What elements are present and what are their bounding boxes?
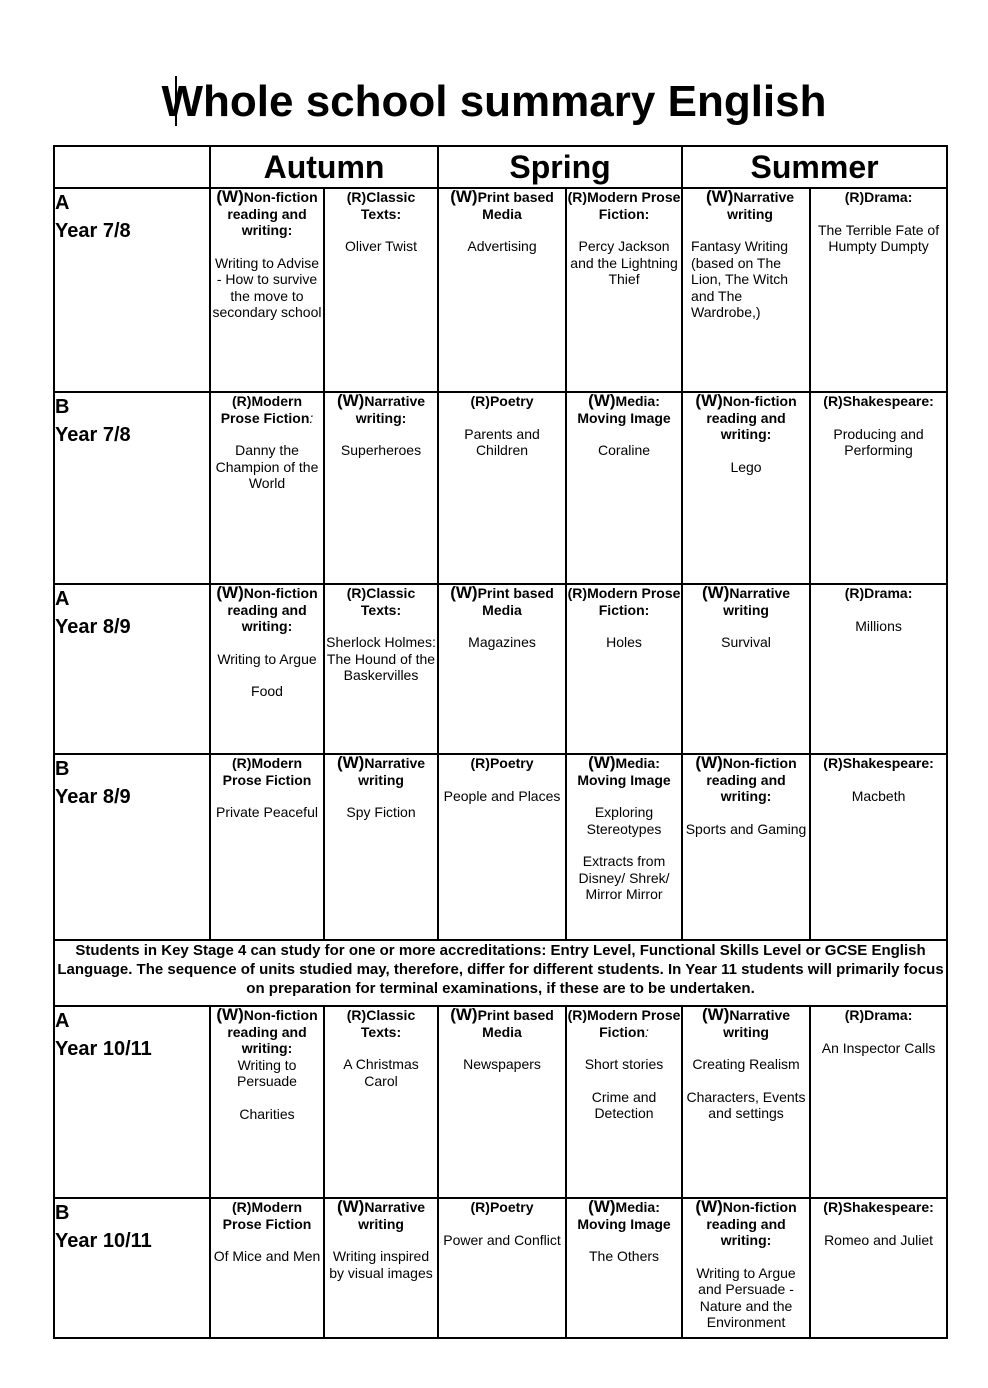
unit-type-prefix: (R) xyxy=(567,585,588,601)
unit-title: Classic Texts: xyxy=(360,585,416,618)
unit-title: Shakespeare: xyxy=(842,755,934,771)
row-group: B xyxy=(55,758,70,780)
unit-description: Producing and Performing xyxy=(833,425,924,458)
unit-cell xyxy=(324,584,438,754)
unit-description: Exploring Stereotypes xyxy=(586,804,662,837)
unit-type-prefix: (R) xyxy=(844,585,865,601)
row-label xyxy=(54,188,210,392)
unit-cell xyxy=(210,1198,324,1338)
unit-title: Modern Prose Fiction: xyxy=(587,585,681,618)
unit-title: Drama: xyxy=(864,1007,913,1023)
unit-type-prefix: (W) xyxy=(450,583,478,602)
unit-cell xyxy=(682,1198,810,1338)
unit-title: Classic Texts: xyxy=(360,189,416,222)
unit-title: Narrative writing xyxy=(727,189,795,222)
row-year: Year 8/9 xyxy=(55,616,131,638)
unit-title: Poetry xyxy=(489,1199,534,1215)
unit-type-prefix: (W) xyxy=(588,391,616,410)
unit-cell xyxy=(682,1006,810,1198)
unit-description: People and Places xyxy=(443,787,561,804)
unit-title: Non-fiction reading and writing: xyxy=(706,393,797,442)
unit-description: Writing to Argue and Persuade - Nature and the Environment xyxy=(696,1264,796,1330)
unit-type-prefix: (R) xyxy=(844,1007,865,1023)
unit-description: Newspapers xyxy=(463,1056,541,1072)
unit-cell xyxy=(566,584,682,754)
unit-type-prefix: (W) xyxy=(588,1197,616,1216)
row-year: Year 8/9 xyxy=(55,786,131,808)
table-row xyxy=(54,754,947,940)
page-title: Whole school summary English xyxy=(161,77,827,126)
row-group: A xyxy=(55,192,70,214)
unit-cell xyxy=(438,188,566,392)
unit-title: Narrative writing: xyxy=(355,393,426,426)
unit-title: Shakespeare: xyxy=(842,393,934,409)
unit-cell xyxy=(566,754,682,940)
unit-type-prefix: (W) xyxy=(701,583,730,602)
unit-title: Non-fiction reading and writing: xyxy=(227,189,318,238)
unit-cell xyxy=(566,1006,682,1198)
unit-cell xyxy=(210,754,324,940)
unit-type-prefix: (R) xyxy=(346,585,367,601)
table-row xyxy=(54,1198,947,1338)
unit-title: Narrative writing xyxy=(358,1199,426,1232)
unit-type-prefix: (W) xyxy=(450,1005,478,1024)
unit-cell xyxy=(682,188,810,392)
row-group: B xyxy=(55,1202,70,1224)
unit-description: Survival xyxy=(721,634,771,650)
unit-description: Romeo and Juliet xyxy=(824,1231,934,1248)
unit-description: Writing to Persuade xyxy=(237,1056,297,1089)
unit-title: Modern Prose Fiction xyxy=(222,1199,312,1232)
unit-title: Non-fiction reading and writing: xyxy=(706,755,797,804)
unit-description: Parents and Children xyxy=(464,425,540,458)
unit-title: Non-fiction reading and writing: xyxy=(227,585,318,634)
unit-title: Non-fiction reading and writing: xyxy=(706,1199,797,1248)
unit-title: Drama: xyxy=(864,585,913,601)
row-label xyxy=(54,1006,210,1198)
unit-cell xyxy=(810,754,947,940)
unit-cell xyxy=(324,188,438,392)
row-group: A xyxy=(55,1010,70,1032)
unit-description: Of Mice and Men xyxy=(213,1248,321,1264)
unit-title: Narrative writing xyxy=(358,755,426,788)
unit-type-prefix: (W) xyxy=(695,391,723,410)
unit-cell xyxy=(324,392,438,584)
unit-type-prefix: (R) xyxy=(470,755,490,771)
corner-cell xyxy=(54,146,210,188)
unit-description: Advertising xyxy=(467,238,537,254)
unit-type-prefix: (W) xyxy=(216,1005,244,1024)
unit-type-prefix: (R) xyxy=(346,189,367,205)
unit-description: Macbeth xyxy=(851,787,906,804)
unit-title: Shakespeare: xyxy=(842,1199,934,1215)
unit-description: Writing to Advise - How to survive the move to secondary school xyxy=(212,254,322,320)
row-year: Year 7/8 xyxy=(55,220,131,242)
unit-type-prefix: (W) xyxy=(336,391,365,410)
unit-type-prefix: (R) xyxy=(823,1199,843,1215)
unit-cell xyxy=(810,1198,947,1338)
unit-description: Oliver Twist xyxy=(344,238,418,254)
unit-type-prefix: (W) xyxy=(695,1197,723,1216)
unit-description: Coraline xyxy=(597,442,651,458)
unit-title: Modern Prose Fiction: xyxy=(587,189,681,222)
unit-description: Creating Realism xyxy=(692,1056,800,1072)
unit-cell xyxy=(566,1198,682,1338)
unit-title: Narrative writing xyxy=(723,1007,791,1040)
unit-description: Spy Fiction xyxy=(346,804,416,820)
row-label xyxy=(54,1198,210,1338)
unit-cell xyxy=(810,584,947,754)
unit-cell xyxy=(810,188,947,392)
unit-type-prefix: (R) xyxy=(470,1199,490,1215)
unit-title: Media: Moving Image xyxy=(577,755,671,788)
unit-cell xyxy=(566,392,682,584)
unit-title: Poetry xyxy=(489,393,534,409)
unit-description: Characters, Events and settings xyxy=(686,1088,806,1121)
season-autumn: Autumn xyxy=(210,146,438,188)
unit-title: Modern Prose Fiction xyxy=(220,393,310,426)
unit-cell xyxy=(324,1006,438,1198)
unit-title: Classic Texts: xyxy=(360,1007,416,1040)
table-row xyxy=(54,392,947,584)
unit-cell xyxy=(324,754,438,940)
unit-cell xyxy=(566,188,682,392)
unit-description: Holes xyxy=(606,634,642,650)
row-year: Year 10/11 xyxy=(55,1230,152,1252)
unit-cell xyxy=(682,754,810,940)
unit-type-prefix: (R) xyxy=(232,755,252,771)
unit-type-prefix: (W) xyxy=(216,187,244,206)
unit-title: Narrative writing xyxy=(723,585,791,618)
row-label xyxy=(54,392,210,584)
unit-type-prefix: (W) xyxy=(450,187,478,206)
unit-title: Media: Moving Image xyxy=(577,393,671,426)
unit-cell xyxy=(324,1198,438,1338)
unit-description: Mirror Mirror xyxy=(585,886,663,902)
unit-description: Superheroes xyxy=(340,442,422,458)
unit-cell xyxy=(210,584,324,754)
unit-cell xyxy=(438,1006,566,1198)
season-summer: Summer xyxy=(682,146,947,188)
unit-cell xyxy=(682,392,810,584)
unit-description: Power and Conflict xyxy=(443,1231,561,1248)
unit-title: Drama: xyxy=(864,189,913,205)
unit-cell xyxy=(438,754,566,940)
unit-description: Charities xyxy=(239,1105,295,1122)
unit-description: Writing to Argue xyxy=(217,650,317,667)
unit-description: Magazines xyxy=(468,634,536,650)
unit-type-prefix: (W) xyxy=(216,583,244,602)
unit-description: Writing inspired by visual images xyxy=(329,1248,433,1281)
key-stage-note-row xyxy=(54,940,947,1006)
unit-cell xyxy=(682,584,810,754)
row-year: Year 7/8 xyxy=(55,424,131,446)
unit-description: Sherlock Holmes: The Hound of the Baskervilles xyxy=(326,634,436,683)
unit-type-prefix: (W) xyxy=(701,1005,730,1024)
unit-title: Print based Media xyxy=(477,585,554,618)
unit-description: Sports and Gaming xyxy=(685,820,807,837)
unit-title: Media: Moving Image xyxy=(577,1199,671,1232)
unit-description: The Terrible Fate of Humpty Dumpty xyxy=(817,221,940,254)
unit-description: Food xyxy=(251,683,283,699)
unit-title: Non-fiction reading and writing: xyxy=(227,1007,318,1056)
row-group: B xyxy=(55,396,70,418)
curriculum-table xyxy=(53,145,948,1339)
unit-cell xyxy=(810,392,947,584)
unit-cell xyxy=(438,584,566,754)
unit-description: Private Peaceful xyxy=(216,804,318,820)
row-group: A xyxy=(55,588,70,610)
unit-title: Modern Prose Fiction xyxy=(222,755,312,788)
unit-type-prefix: (R) xyxy=(346,1007,367,1023)
unit-description: The Others xyxy=(589,1248,660,1264)
unit-cell xyxy=(438,1198,566,1338)
unit-description: An Inspector Calls xyxy=(821,1039,936,1056)
unit-title: Poetry xyxy=(489,755,534,771)
unit-description: Fantasy Writing (based on The Lion, The Witch and The Wardrobe,) xyxy=(691,238,789,320)
unit-title-suffix: : xyxy=(645,1023,649,1040)
unit-cell xyxy=(210,188,324,392)
unit-title: Modern Prose Fiction xyxy=(587,1007,681,1040)
unit-description: Extracts from Disney/ Shrek/ xyxy=(578,853,670,886)
unit-type-prefix: (R) xyxy=(844,189,865,205)
table-row xyxy=(54,584,947,754)
row-label xyxy=(54,754,210,940)
unit-type-prefix: (W) xyxy=(705,187,734,206)
key-stage-note: Students in Key Stage 4 can study for one or more accreditations: Entry Level, Functional Skills Level or GCSE English Language. The sequence of units studied may, therefore, differ for different students. In Year 11 students will primarily focus on preparation for terminal examinations, if these are to be undertaken. xyxy=(54,940,947,1006)
row-label xyxy=(54,584,210,754)
unit-cell xyxy=(438,392,566,584)
unit-type-prefix: (W) xyxy=(588,753,616,772)
unit-type-prefix: (R) xyxy=(232,1199,252,1215)
unit-type-prefix: (W) xyxy=(336,1197,365,1216)
unit-description: Lego xyxy=(730,458,762,475)
unit-cell xyxy=(210,1006,324,1198)
unit-description: Crime and Detection xyxy=(591,1088,657,1121)
unit-type-prefix: (W) xyxy=(695,753,723,772)
season-header-row xyxy=(54,146,947,188)
unit-type-prefix: (R) xyxy=(823,393,843,409)
unit-description: Millions xyxy=(855,617,902,634)
unit-title: Print based Media xyxy=(477,189,554,222)
unit-type-prefix: (R) xyxy=(567,189,588,205)
unit-title: Print based Media xyxy=(477,1007,554,1040)
table-row xyxy=(54,188,947,392)
table-row xyxy=(54,1006,947,1198)
unit-description: A Christmas Carol xyxy=(343,1056,419,1089)
row-year: Year 10/11 xyxy=(55,1038,152,1060)
unit-description: Danny the Champion of the World xyxy=(215,442,319,491)
unit-title-suffix: : xyxy=(309,409,314,426)
unit-cell xyxy=(210,392,324,584)
unit-cell xyxy=(810,1006,947,1198)
unit-type-prefix: (R) xyxy=(232,393,252,409)
season-spring: Spring xyxy=(438,146,682,188)
unit-type-prefix: (R) xyxy=(470,393,490,409)
unit-description: Percy Jackson and the Lightning Thief xyxy=(570,238,678,287)
unit-description: Short stories xyxy=(584,1056,664,1072)
unit-type-prefix: (R) xyxy=(567,1007,588,1023)
unit-type-prefix: (W) xyxy=(336,753,365,772)
unit-type-prefix: (R) xyxy=(823,755,843,771)
